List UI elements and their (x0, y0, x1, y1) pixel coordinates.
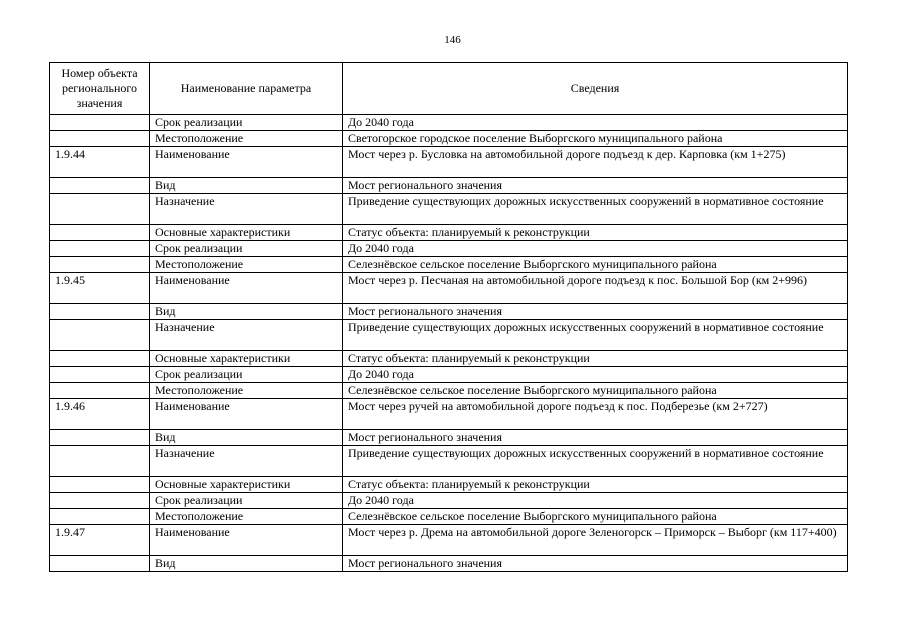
value-cell: Светогорское городское поселение Выборгского муниципального района (343, 131, 848, 147)
parameter-cell: Назначение (150, 446, 343, 477)
object-number-cell (50, 477, 150, 493)
table-row (50, 131, 848, 147)
value-cell: До 2040 года (343, 367, 848, 383)
object-number-cell (50, 351, 150, 367)
table-row (50, 320, 848, 351)
table-row (50, 399, 848, 430)
table-row (50, 304, 848, 320)
parameter-cell: Вид (150, 430, 343, 446)
parameter-cell: Срок реализации (150, 241, 343, 257)
value-cell: Селезнёвское сельское поселение Выборгского муниципального района (343, 257, 848, 273)
object-number-cell (50, 383, 150, 399)
parameter-cell: Срок реализации (150, 115, 343, 131)
value-cell: До 2040 года (343, 115, 848, 131)
object-number-cell (50, 367, 150, 383)
value-cell: Мост регионального значения (343, 430, 848, 446)
parameter-cell: Основные характеристики (150, 351, 343, 367)
object-number-cell (50, 131, 150, 147)
value-cell: До 2040 года (343, 493, 848, 509)
object-number-cell (50, 304, 150, 320)
value-cell: Мост через ручей на автомобильной дороге подъезд к пос. Подберезье (км 2+727) (343, 399, 848, 430)
table-row (50, 477, 848, 493)
table-row (50, 509, 848, 525)
value-cell: Статус объекта: планируемый к реконструкции (343, 477, 848, 493)
table-row (50, 430, 848, 446)
object-number-cell: 1.9.45 (50, 273, 150, 304)
object-number-cell (50, 257, 150, 273)
table-row (50, 383, 848, 399)
header-parameter: Наименование параметра (150, 63, 343, 115)
table-body (50, 115, 848, 572)
value-cell: Мост регионального значения (343, 178, 848, 194)
object-number-cell (50, 194, 150, 225)
header-info: Сведения (343, 63, 848, 115)
table-row (50, 351, 848, 367)
parameter-cell: Наименование (150, 525, 343, 556)
object-number-cell (50, 493, 150, 509)
value-cell: Мост через р. Бусловка на автомобильной дороге подъезд к дер. Карповка (км 1+275) (343, 147, 848, 178)
parameter-cell: Основные характеристики (150, 477, 343, 493)
parameter-cell: Наименование (150, 273, 343, 304)
parameter-cell: Местоположение (150, 509, 343, 525)
object-number-cell (50, 430, 150, 446)
parameter-cell: Вид (150, 556, 343, 572)
table-row (50, 225, 848, 241)
value-cell: Селезнёвское сельское поселение Выборгского муниципального района (343, 383, 848, 399)
table-row (50, 241, 848, 257)
object-number-cell (50, 241, 150, 257)
header-object-number: Номер объекта регионального значения (50, 63, 150, 115)
table-row (50, 115, 848, 131)
value-cell: Мост через р. Дрема на автомобильной дороге Зеленогорск – Приморск – Выборг (км 117+400) (343, 525, 848, 556)
table-row (50, 273, 848, 304)
parameter-cell: Вид (150, 304, 343, 320)
object-number-cell (50, 446, 150, 477)
object-number-cell: 1.9.46 (50, 399, 150, 430)
parameter-cell: Назначение (150, 320, 343, 351)
table-row (50, 367, 848, 383)
object-number-cell (50, 509, 150, 525)
table-row (50, 493, 848, 509)
value-cell: Статус объекта: планируемый к реконструкции (343, 225, 848, 241)
table-header-row (50, 63, 848, 115)
table-row (50, 178, 848, 194)
parameter-cell: Срок реализации (150, 367, 343, 383)
value-cell: Приведение существующих дорожных искусственных сооружений в нормативное состояние (343, 320, 848, 351)
table-row (50, 446, 848, 477)
value-cell: До 2040 года (343, 241, 848, 257)
parameter-cell: Местоположение (150, 257, 343, 273)
object-number-cell (50, 320, 150, 351)
parameter-cell: Наименование (150, 399, 343, 430)
table-row (50, 525, 848, 556)
page-number: 146 (444, 34, 461, 46)
parameter-cell: Местоположение (150, 131, 343, 147)
value-cell: Приведение существующих дорожных искусственных сооружений в нормативное состояние (343, 446, 848, 477)
object-number-cell: 1.9.47 (50, 525, 150, 556)
table-row (50, 556, 848, 572)
value-cell: Мост через р. Песчаная на автомобильной дороге подъезд к пос. Большой Бор (км 2+996) (343, 273, 848, 304)
table-row (50, 147, 848, 178)
register-table (49, 62, 848, 572)
parameter-cell: Назначение (150, 194, 343, 225)
object-number-cell: 1.9.44 (50, 147, 150, 178)
table-row (50, 257, 848, 273)
object-number-cell (50, 225, 150, 241)
value-cell: Мост регионального значения (343, 304, 848, 320)
object-number-cell (50, 115, 150, 131)
value-cell: Мост регионального значения (343, 556, 848, 572)
parameter-cell: Срок реализации (150, 493, 343, 509)
table-row (50, 194, 848, 225)
object-number-cell (50, 178, 150, 194)
parameter-cell: Основные характеристики (150, 225, 343, 241)
parameter-cell: Местоположение (150, 383, 343, 399)
value-cell: Статус объекта: планируемый к реконструкции (343, 351, 848, 367)
parameter-cell: Наименование (150, 147, 343, 178)
value-cell: Приведение существующих дорожных искусственных сооружений в нормативное состояние (343, 194, 848, 225)
parameter-cell: Вид (150, 178, 343, 194)
object-number-cell (50, 556, 150, 572)
value-cell: Селезнёвское сельское поселение Выборгского муниципального района (343, 509, 848, 525)
